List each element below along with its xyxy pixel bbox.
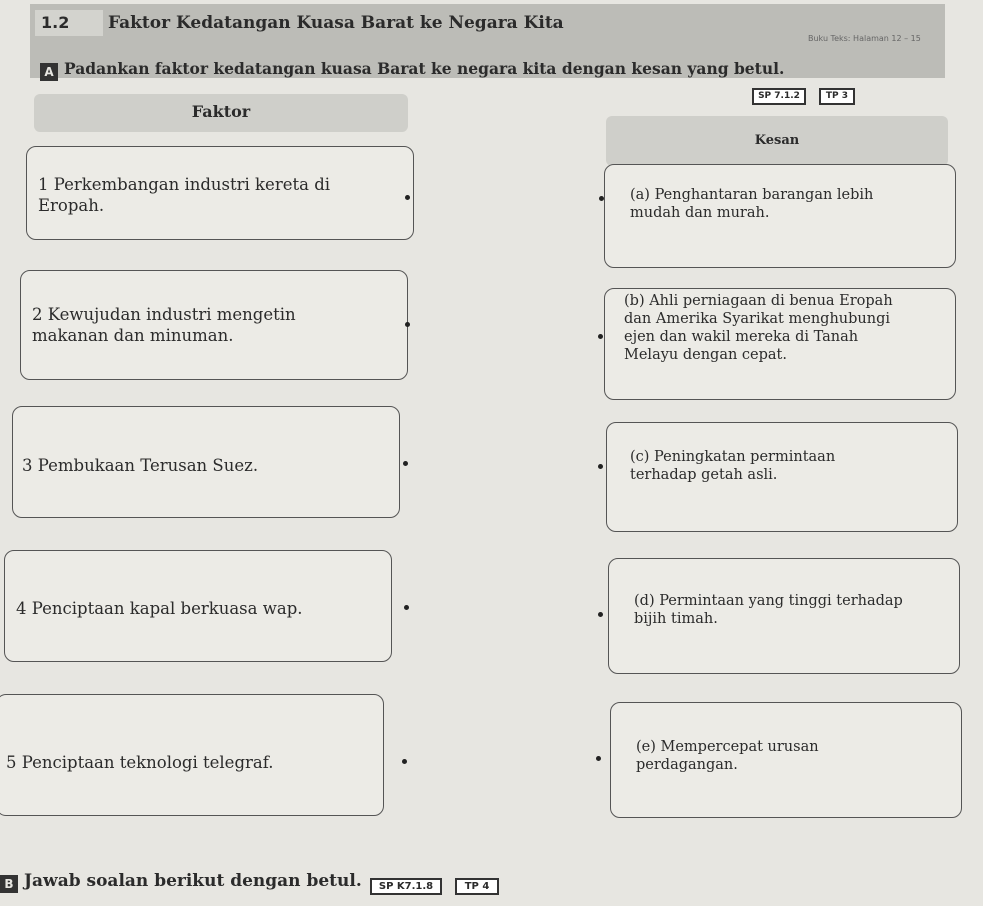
question-b-instruction [0,871,362,893]
tp-tag-b: TP 4 [455,878,499,895]
kesan-c-match-dot[interactable] [598,464,603,469]
kesan-d-match-dot[interactable] [598,612,603,617]
section-number: 1.2 [35,10,103,36]
faktor-item-3: 3 Pembukaan Terusan Suez. [22,456,259,475]
faktor-2-match-dot[interactable] [405,322,410,327]
faktor-1-match-dot[interactable] [405,195,410,200]
sp-tag: SP 7.1.2 [752,88,806,105]
faktor-item-2: 2 Kewujudan industri mengetin makanan dan minuman. [32,305,296,345]
question-a-marker: A [40,63,58,81]
question-b-marker: B [0,875,18,893]
book-reference: Buku Teks: Halaman 12 – 15 [808,34,921,43]
question-b-text: Jawab soalan berikut dengan betul. [24,871,362,891]
question-a-text: Padankan faktor kedatangan kuasa Barat ke negara kita dengan kesan yang betul. [64,59,785,78]
section-title: Faktor Kedatangan Kuasa Barat ke Negara Kita [108,13,564,33]
question-a-instruction [40,59,784,81]
faktor-4-match-dot[interactable] [404,605,409,610]
kesan-item-b: (b) Ahli perniagaan di benua Eropah dan Amerika Syarikat menghubungi ejen dan wakil mereka di Tanah Melayu dengan cepat. [624,293,893,363]
kesan-a-match-dot[interactable] [599,196,604,201]
sp-tag-b: SP K7.1.8 [370,878,442,895]
faktor-header: Faktor [34,94,408,132]
kesan-item-e: (e) Mempercepat urusan perdagangan. [636,739,819,773]
faktor-5-match-dot[interactable] [402,759,407,764]
faktor-item-4: 4 Penciptaan kapal berkuasa wap. [16,599,303,618]
kesan-e-match-dot[interactable] [596,756,601,761]
faktor-3-match-dot[interactable] [403,461,408,466]
tp-tag: TP 3 [819,88,855,105]
kesan-b-match-dot[interactable] [598,334,603,339]
kesan-header: Kesan [606,116,948,166]
faktor-item-1: 1 Perkembangan industri kereta di Eropah. [38,175,331,215]
kesan-item-d: (d) Permintaan yang tinggi terhadap bijih timah. [634,593,903,627]
faktor-item-5: 5 Penciptaan teknologi telegraf. [6,753,274,772]
kesan-item-a: (a) Penghantaran barangan lebih mudah dan murah. [630,187,874,221]
kesan-item-c: (c) Peningkatan permintaan terhadap getah asli. [630,449,836,483]
